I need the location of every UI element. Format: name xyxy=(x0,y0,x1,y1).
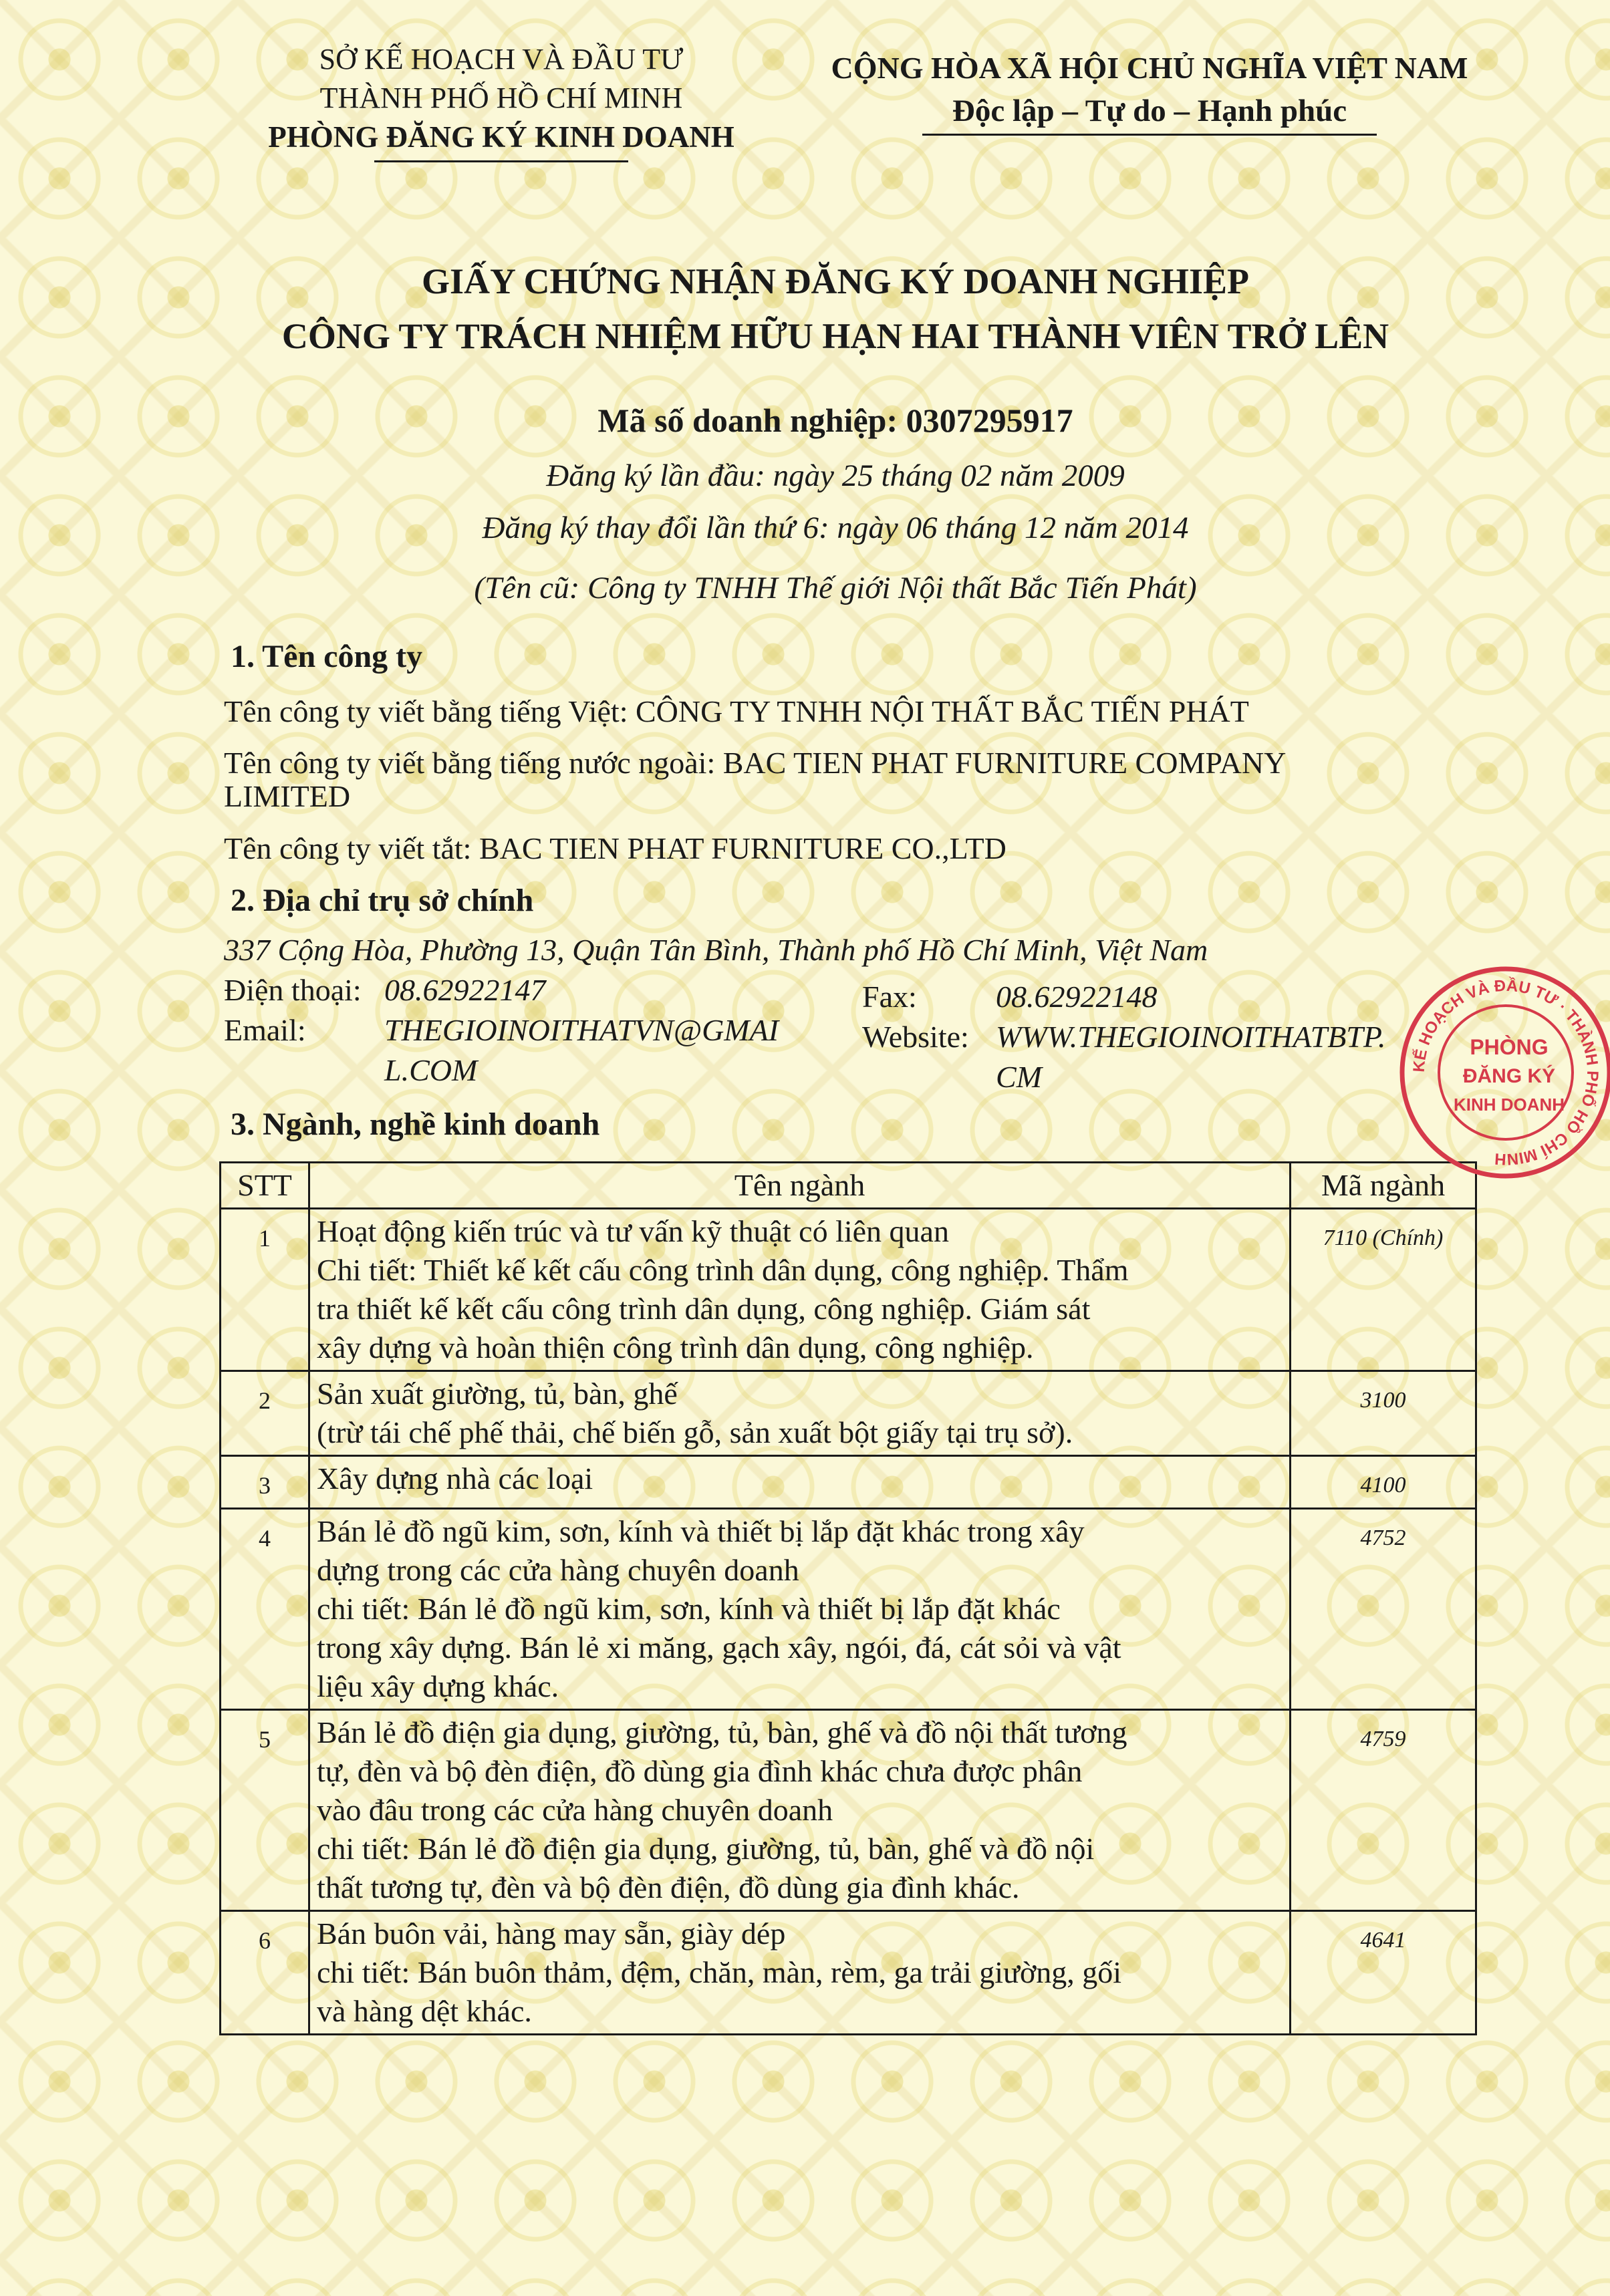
motto-underline xyxy=(922,134,1377,136)
row-line: liệu xây dựng khác. xyxy=(317,1669,559,1703)
enterprise-code: Mã số doanh nghiệp: 0307295917 xyxy=(597,402,1073,439)
issuer-underline xyxy=(374,160,628,162)
row-code: 4752 xyxy=(1291,1509,1476,1710)
row-line: chi tiết: Bán buôn thảm, đệm, chăn, màn, rèm, ga trải giường, gối xyxy=(317,1955,1122,1989)
row-line: thất tương tự, đèn và bộ đèn điện, đồ dùng gia đình khác. xyxy=(317,1870,1020,1904)
former-name: (Tên cũ: Công ty TNHH Thế giới Nội thất Bắc Tiến Phát) xyxy=(474,571,1197,605)
row-line: chi tiết: Bán lẻ đồ ngũ kim, sơn, kính và thiết bị lắp đặt khác xyxy=(317,1592,1061,1626)
col-code: Mã ngành xyxy=(1291,1163,1476,1209)
email-value-cont: L.COM xyxy=(384,1053,478,1087)
issuer-line-3: PHÒNG ĐĂNG KÝ KINH DOANH xyxy=(268,120,734,154)
phone-label: Điện thoại: xyxy=(224,973,362,1007)
first-registration-date: Đăng ký lần đầu: ngày 25 tháng 02 năm 2009 xyxy=(546,458,1125,493)
email-value: THEGIOINOITHATVN@GMAI xyxy=(384,1013,779,1047)
business-lines-table xyxy=(219,1161,1477,2035)
table-row xyxy=(221,1911,1476,2035)
company-name-vn: Tên công ty viết bằng tiếng Việt: CÔNG TY TNHH NỘI THẤT BẮC TIẾN PHÁT xyxy=(224,694,1249,728)
issuer-line-1: SỞ KẾ HOẠCH VÀ ĐẦU TƯ xyxy=(319,43,684,76)
col-name: Tên ngành xyxy=(309,1163,1291,1209)
fax-value: 08.62922148 xyxy=(996,980,1158,1014)
row-line: Bán lẻ đồ ngũ kim, sơn, kính và thiết bị lắp đặt khác trong xây xyxy=(317,1514,1085,1548)
row-line: trong xây dựng. Bán lẻ xi măng, gạch xây, ngói, đá, cát sỏi và vật xyxy=(317,1630,1121,1665)
row-stt: 6 xyxy=(221,1911,309,2035)
table-header-row xyxy=(221,1163,1476,1209)
row-line: Sản xuất giường, tủ, bàn, ghế xyxy=(317,1377,678,1411)
phone-value: 08.62922147 xyxy=(384,973,546,1007)
row-stt: 4 xyxy=(221,1509,309,1710)
stamp-line-3: KINH DOANH xyxy=(1453,1095,1565,1115)
row-name xyxy=(309,1371,1291,1456)
company-name-foreign-cont: LIMITED xyxy=(224,779,351,813)
row-line: chi tiết: Bán lẻ đồ điện gia dụng, giường, tủ, bàn, ghế và đồ nội xyxy=(317,1832,1095,1866)
row-name xyxy=(309,1710,1291,1911)
col-stt: STT xyxy=(221,1163,309,1209)
office-stamp xyxy=(1395,962,1610,1183)
website-value: WWW.THEGIOINOITHATBTP. xyxy=(996,1020,1386,1054)
row-code: 3100 xyxy=(1291,1371,1476,1456)
fax-label: Fax: xyxy=(862,980,917,1014)
row-line: Hoạt động kiến trúc và tư vấn kỹ thuật có liên quan xyxy=(317,1214,949,1248)
company-name-foreign: Tên công ty viết bằng tiếng nước ngoài: BAC TIEN PHAT FURNITURE COMPANY xyxy=(224,746,1287,780)
section-2-heading: 2. Địa chỉ trụ sở chính xyxy=(231,883,534,918)
row-code: 4100 xyxy=(1291,1456,1476,1509)
issuer-line-2: THÀNH PHỐ HỒ CHÍ MINH xyxy=(319,82,683,114)
stamp-line-1: PHÒNG xyxy=(1470,1035,1549,1059)
row-code: 4641 xyxy=(1291,1911,1476,2035)
company-name-short: Tên công ty viết tắt: BAC TIEN PHAT FURNITURE CO.,LTD xyxy=(224,831,1007,865)
table-row xyxy=(221,1509,1476,1710)
company-type-title: CÔNG TY TRÁCH NHIỆM HỮU HẠN HAI THÀNH VIÊN TRỞ LÊN xyxy=(281,316,1389,356)
certificate-title: GIẤY CHỨNG NHẬN ĐĂNG KÝ DOANH NGHIỆP xyxy=(422,261,1249,301)
national-header xyxy=(795,47,1504,136)
row-code: 7110 (Chính) xyxy=(1291,1209,1476,1371)
row-name xyxy=(309,1456,1291,1509)
row-stt: 5 xyxy=(221,1710,309,1911)
row-line: xây dựng và hoàn thiện công trình dân dụng, công nghiệp. xyxy=(317,1330,1034,1365)
section-1-heading: 1. Tên công ty xyxy=(231,639,423,674)
row-line: Xây dựng nhà các loại xyxy=(317,1461,593,1495)
row-line: vào đâu trong các cửa hàng chuyên doanh xyxy=(317,1793,833,1827)
stamp-line-2: ĐĂNG KÝ xyxy=(1462,1065,1556,1087)
row-line: tra thiết kế kết cấu công trình dân dụng, công nghiệp. Giám sát xyxy=(317,1292,1091,1326)
row-line: Chi tiết: Thiết kế kết cấu công trình dân dụng, công nghiệp. Thẩm xyxy=(317,1253,1129,1287)
table-row xyxy=(221,1371,1476,1456)
row-code: 4759 xyxy=(1291,1710,1476,1911)
stamp-ring-text: KẾ HOẠCH VÀ ĐẦU TƯ · THÀNH PHỐ HỒ CHÍ MINH xyxy=(1410,976,1602,1169)
stamp-graphic xyxy=(1395,962,1610,1183)
row-name xyxy=(309,1911,1291,2035)
row-line: tự, đèn và bộ đèn điện, đồ dùng gia đình khác chưa được phân xyxy=(317,1754,1083,1788)
website-value-cont: CM xyxy=(996,1060,1042,1094)
table-row xyxy=(221,1710,1476,1911)
table-row xyxy=(221,1209,1476,1371)
email-label: Email: xyxy=(224,1013,306,1047)
change-registration-date: Đăng ký thay đổi lần thứ 6: ngày 06 tháng 12 năm 2014 xyxy=(482,511,1189,545)
row-stt: 1 xyxy=(221,1209,309,1371)
row-line: và hàng dệt khác. xyxy=(317,1994,532,2028)
website-label: Website: xyxy=(862,1020,969,1054)
national-motto: Độc lập – Tự do – Hạnh phúc xyxy=(952,94,1347,128)
row-name xyxy=(309,1509,1291,1710)
row-line: (trừ tái chế phế thải, chế biến gỗ, sản xuất bột giấy tại trụ sở). xyxy=(317,1415,1073,1449)
row-line: Bán buôn vải, hàng may sẵn, giày dép xyxy=(317,1916,786,1951)
national-title: CỘNG HÒA XÃ HỘI CHỦ NGHĨA VIỆT NAM xyxy=(831,51,1468,85)
table-row xyxy=(221,1456,1476,1509)
row-name xyxy=(309,1209,1291,1371)
section-3-heading: 3. Ngành, nghề kinh doanh xyxy=(231,1107,600,1142)
row-stt: 3 xyxy=(221,1456,309,1509)
row-line: Bán lẻ đồ điện gia dụng, giường, tủ, bàn, ghế và đồ nội thất tương xyxy=(317,1715,1127,1749)
head-office-address: 337 Cộng Hòa, Phường 13, Quận Tân Bình, Thành phố Hồ Chí Minh, Việt Nam xyxy=(224,933,1208,967)
issuer-header xyxy=(200,40,802,162)
row-line: dựng trong các cửa hàng chuyên doanh xyxy=(317,1553,799,1587)
row-stt: 2 xyxy=(221,1371,309,1456)
